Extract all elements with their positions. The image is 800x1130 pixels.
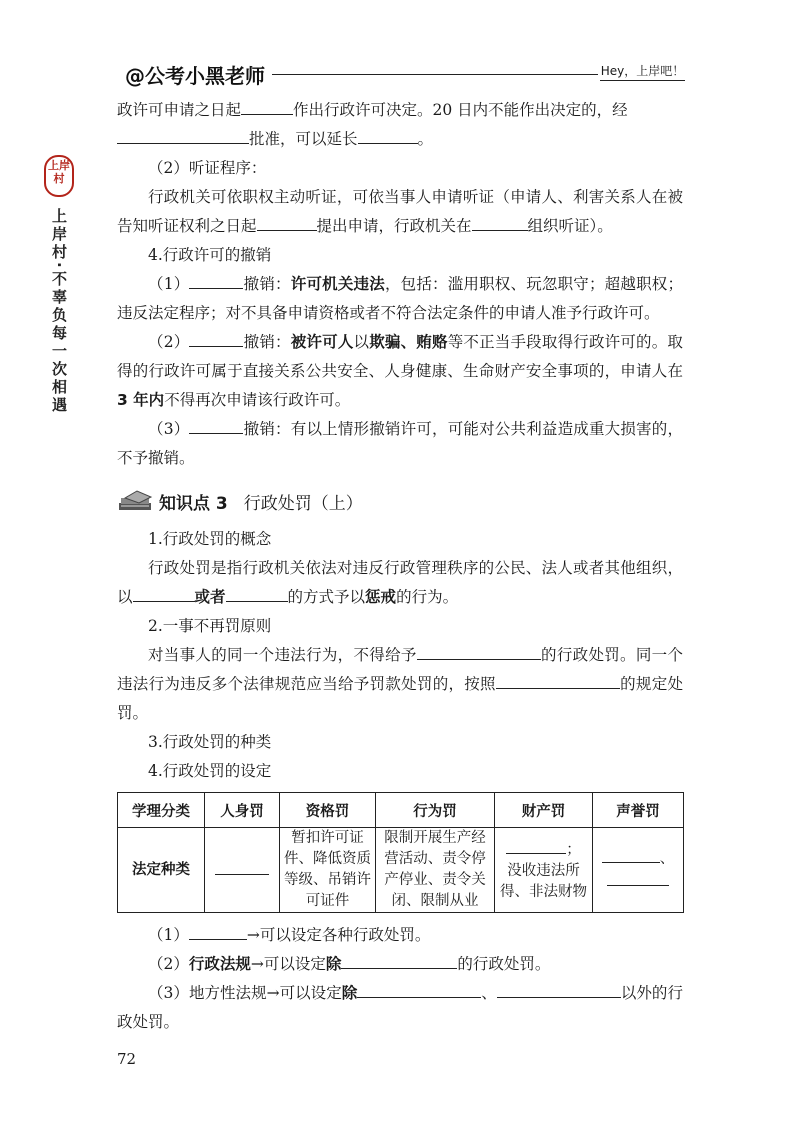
side-motto: 上岸村·不辜负每一次相遇 bbox=[50, 208, 68, 415]
paragraph: （2） 撤销：被许可人以欺骗、贿赂等不正当手段取得行政许可的。取得的行政许可属于直接关系公共安全、人身健康、生命财产安全事项的，申请人在3 年内不得再次申请该行政许可。 bbox=[117, 333, 683, 409]
paragraph: 行政机关可依职权主动听证，可依当事人申请听证（申请人、利害关系人在被告知听证权利之日起 提出申请，行政机关在 组织听证）。 bbox=[117, 188, 683, 235]
row-label: 法定种类 bbox=[118, 828, 205, 913]
table-header-cell: 人身罚 bbox=[205, 793, 280, 828]
table-cell bbox=[205, 828, 280, 913]
list-item: （1） →可以设定各种行政处罚。 bbox=[148, 926, 431, 944]
book-stack-icon bbox=[117, 489, 155, 513]
fill-blank bbox=[607, 870, 669, 886]
page-number: 72 bbox=[117, 1050, 137, 1068]
fill-blank bbox=[133, 586, 195, 602]
fill-blank bbox=[189, 924, 247, 940]
subheading: 4.行政处罚的设定 bbox=[148, 762, 272, 780]
fill-blank bbox=[241, 99, 293, 115]
fill-blank bbox=[472, 215, 528, 231]
header-author: @公考小黑老师 bbox=[125, 64, 265, 88]
fill-blank bbox=[496, 673, 620, 689]
paragraph: 政许可申请之日起 作出行政许可决定。20 日内不能作出决定的，经 bbox=[117, 101, 628, 119]
header-rule bbox=[272, 74, 598, 75]
paragraph: 对当事人的同一个违法行为，不得给予 的行政处罚。同一个违法行为违反多个法律规范应当给予罚款处罚的，按照 的规定处罚。 bbox=[117, 646, 683, 722]
fill-blank bbox=[215, 859, 269, 875]
fill-blank bbox=[506, 838, 566, 854]
fill-blank bbox=[602, 847, 660, 863]
table-cell: ； 没收违法所得、非法财物 bbox=[495, 828, 593, 913]
table-header-cell: 行为罚 bbox=[376, 793, 495, 828]
subheading: 4.行政许可的撤销 bbox=[148, 246, 272, 264]
fill-blank bbox=[417, 644, 541, 660]
page-content bbox=[117, 96, 683, 1037]
penalty-table bbox=[117, 792, 684, 913]
paragraph: 批准，可以延长 。 bbox=[117, 125, 683, 154]
fill-blank bbox=[358, 128, 418, 144]
table-header-cell: 声誉罚 bbox=[593, 793, 684, 828]
table-row bbox=[118, 828, 684, 913]
knowledge-point-heading: 知识点 3 行政处罚（上） bbox=[117, 481, 683, 521]
fill-blank bbox=[189, 273, 243, 289]
fill-blank bbox=[341, 953, 457, 969]
fill-blank bbox=[189, 418, 243, 434]
subheading: 2.一事不再罚原则 bbox=[148, 617, 272, 635]
subheading: 3.行政处罚的种类 bbox=[148, 733, 272, 751]
paragraph: （3） 撤销：有以上情形撤销许可，可能对公共利益造成重大损害的，不予撤销。 bbox=[117, 420, 683, 467]
fill-blank bbox=[257, 215, 317, 231]
table-cell: 暂扣许可证件、降低资质等级、吊销许可证件 bbox=[280, 828, 376, 913]
list-item: （2）行政法规→可以设定除 的行政处罚。 bbox=[148, 955, 551, 973]
header-slogan: Hey，上岸吧！ bbox=[600, 62, 685, 81]
table-header-cell: 财产罚 bbox=[495, 793, 593, 828]
table-header-cell: 资格罚 bbox=[280, 793, 376, 828]
subheading: 1.行政处罚的概念 bbox=[148, 530, 272, 548]
fill-blank bbox=[189, 331, 243, 347]
fill-blank bbox=[357, 982, 481, 998]
fill-blank bbox=[497, 982, 621, 998]
table-cell: 限制开展生产经营活动、责令停产停业、责令关闭、限制从业 bbox=[376, 828, 495, 913]
subheading: （2）听证程序： bbox=[148, 159, 267, 177]
table-cell: 、 bbox=[593, 828, 684, 913]
fill-blank bbox=[226, 586, 288, 602]
table-header-row bbox=[118, 793, 684, 828]
seal-stamp: 上岸村 bbox=[44, 155, 74, 197]
paragraph: （1） 撤销：许可机关违法，包括：滥用职权、玩忽职守；超越职权；违反法定程序；对不具备申请资格或者不符合法定条件的申请人准予行政许可。 bbox=[117, 275, 683, 322]
table-header-cell: 学理分类 bbox=[118, 793, 205, 828]
paragraph: 行政处罚是指行政机关依法对违反行政管理秩序的公民、法人或者其他组织，以 或者 的方式予以惩戒的行为。 bbox=[117, 559, 683, 606]
fill-blank bbox=[117, 128, 249, 144]
list-item: （3）地方性法规→可以设定除 、 以外的行政处罚。 bbox=[117, 984, 683, 1031]
